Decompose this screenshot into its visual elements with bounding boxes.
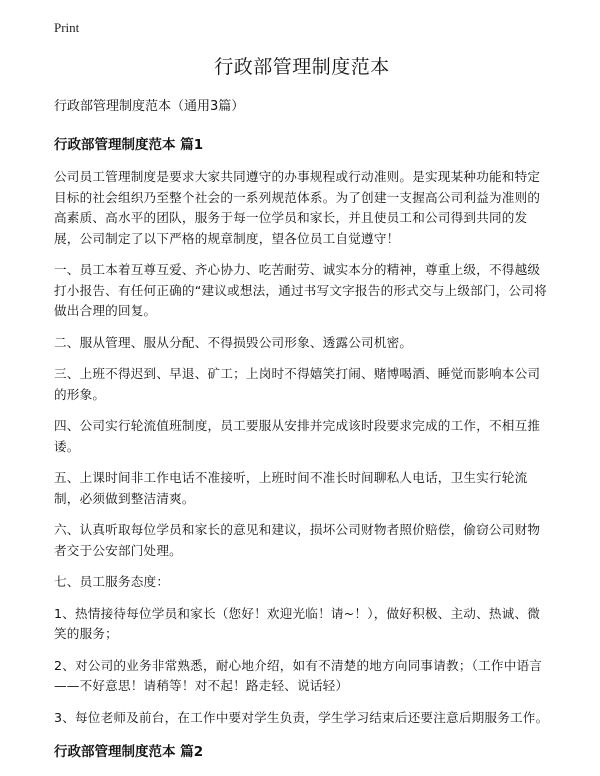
- document-subtitle: 行政部管理制度范本（通用3篇）: [54, 99, 245, 114]
- paragraph-rule-6: 六、认真听取每位学员和家长的意见和建议，损坏公司财物者照价赔偿，偷窃公司财物者交于公安部门处理。: [54, 522, 541, 558]
- paragraph-rule-3: 三、上班不得迟到、早退、矿工；上岗时不得嬉笑打闹、赌博喝酒、睡觉而影响本公司的形象。: [54, 366, 541, 402]
- paragraph-rule-7: 七、员工服务态度：: [54, 574, 170, 589]
- paragraph-rule-5: 五、上课时间非工作电话不准接听，上班时间不准长时间聊私人电话，卫生实行轮流制，必须做到整洁清爽。: [54, 470, 528, 506]
- paragraph-service-1: 1、热情接待每位学员和家长（您好！欢迎光临！请~！），做好积极、主动、热诚、微笑的服务；: [54, 605, 541, 641]
- document-body: [54, 52, 550, 774]
- paragraph-intro: 公司员工管理制度是要求大家共同遵守的办事规程或行动准则。是实现某种功能和特定目标的社会组织乃至整个社会的一系列规范体系。为了创建一支握高公司利益为准则的高素质、高水平的团队，服务于每一位学员和家长，并且使员工和公司得到共同的发展，公司制定了以下严格的规章制度，望各位员工自觉遵守！: [54, 169, 541, 246]
- print-link[interactable]: Print: [54, 20, 80, 35]
- paragraph-rule-4: 四、公司实行轮流值班制度，员工要服从安排并完成该时段要求完成的工作，不相互推诿。: [54, 418, 541, 454]
- section-heading-1: 行政部管理制度范本 篇1: [54, 137, 204, 153]
- paragraph-rule-2: 二、服从管理、服从分配、不得损毁公司形象、透露公司机密。: [54, 334, 413, 350]
- paragraph-service-3: 3、每位老师及前台，在工作中要对学生负责，学生学习结束后还要注意后期服务工作。: [54, 709, 549, 725]
- page-title: 行政部管理制度范本: [214, 56, 390, 78]
- paragraph-service-2: 2、对公司的业务非常熟悉，耐心地介绍，如有不清楚的地方向同事请教；（工作中语言——不好意思！请稍等！对不起！路走轻、说话轻）: [54, 657, 543, 693]
- paragraph-rule-1: 一、员工本着互尊互爱、齐心协力、吃苦耐劳、诚实本分的精神，尊重上级，不得越级打小报告、有任何正确的“建议或想法，通过书写文字报告的形式交与上级部门，公司将做出合理的回复。: [54, 262, 547, 318]
- section-heading-2: 行政部管理制度范本 篇2: [54, 744, 204, 760]
